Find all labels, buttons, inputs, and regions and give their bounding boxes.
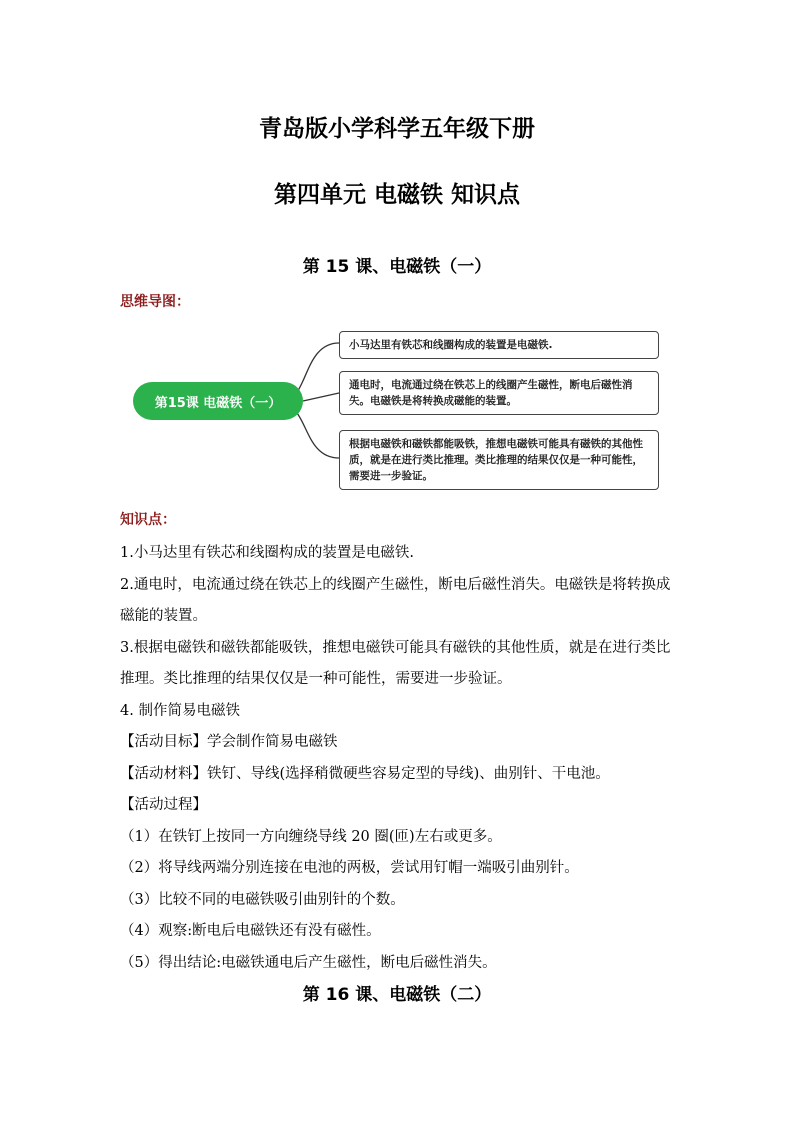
mind-map-center-node: 第15课 电磁铁（一） (133, 382, 303, 420)
mind-map-branch-1: 小马达里有铁芯和线圈构成的装置是电磁铁. (339, 331, 659, 359)
knowledge-line: （2）将导线两端分别连接在电池的两极，尝试用钉帽一端吸引曲别针。 (120, 860, 579, 876)
knowledge-line: （4）观察:断电后电磁铁还有没有磁性。 (120, 923, 381, 939)
knowledge-line: 4. 制作简易电磁铁 (120, 702, 240, 719)
knowledge-line: 【活动材料】铁钉、导线(选择稍微硬些容易定型的导线)、曲别针、干电池。 (120, 765, 610, 782)
knowledge-line: （3）比较不同的电磁铁吸引曲别针的个数。 (120, 891, 405, 908)
mind-map-branch-2: 通电时，电流通过绕在铁芯上的线圈产生磁性，断电后磁性消失。电磁铁是将转换成磁能的装置。 (339, 371, 659, 415)
knowledge-line: 3.根据电磁铁和磁铁都能吸铁，推想电磁铁可能具有磁铁的其他性质，就是在进行类比推理。类比推理的结果仅仅是一种可能性，需要进一步验证。 (120, 639, 671, 687)
knowledge-line: 2.通电时，电流通过绕在铁芯上的线圈产生磁性，断电后磁性消失。电磁铁是将转换成磁能的装置。 (120, 576, 671, 624)
mindmap-label: 思维导图： (120, 294, 190, 310)
knowledge-line: 【活动目标】学会制作简易电磁铁 (120, 734, 338, 750)
knowledge-label: 知识点： (120, 512, 176, 528)
mind-map (133, 325, 663, 495)
unit-title: 第四单元 电磁铁 知识点 (273, 182, 520, 208)
knowledge-line: 1.小马达里有铁芯和线圈构成的装置是电磁铁. (120, 545, 414, 561)
knowledge-content (120, 538, 680, 979)
lesson-15-heading: 第 15 课、电磁铁（一） (302, 257, 492, 277)
knowledge-line: （5）得出结论:电磁铁通电后产生磁性，断电后磁性消失。 (120, 954, 497, 971)
document-title: 青岛版小学科学五年级下册 (259, 116, 535, 142)
knowledge-line: 【活动过程】 (120, 797, 207, 813)
knowledge-line: （1）在铁钉上按同一方向缠绕导线 20 圈(匝)左右或更多。 (120, 828, 502, 845)
lesson-16-heading: 第 16 课、电磁铁（二） (302, 985, 492, 1005)
mind-map-branch-3: 根据电磁铁和磁铁都能吸铁，推想电磁铁可能具有磁铁的其他性质，就是在进行类比推理。类比推理的结果仅仅是一种可能性，需要进一步验证。 (339, 430, 659, 490)
